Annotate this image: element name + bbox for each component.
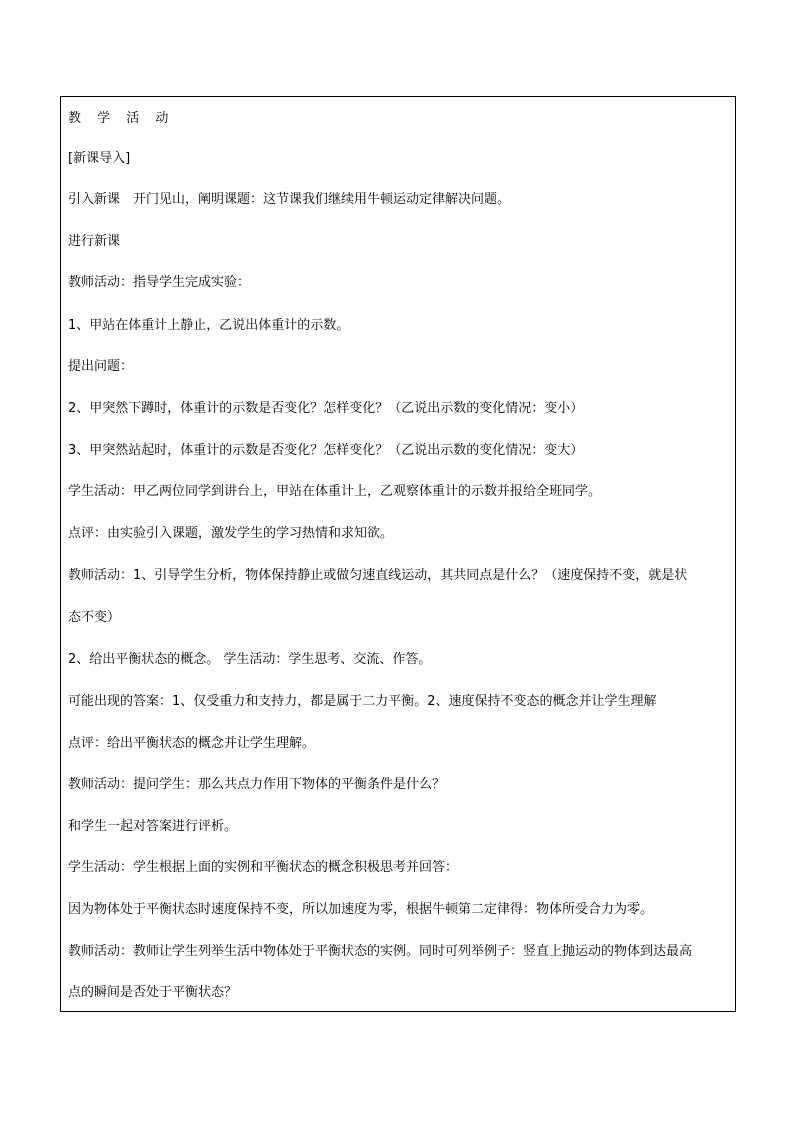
text-line: 教师活动：教师让学生列举生活中物体处于平衡状态的实例。同时可列举例子：竖直上抛运动的物体到达最高 [68,944,693,959]
text-line: 点评：给出平衡状态的概念并让学生理解。 [68,736,316,751]
text-line: 态不变） [68,610,121,625]
text-line: 点的瞬间是否处于平衡状态？ [68,985,238,1000]
text-line: [新课导入] [68,151,131,166]
text-line: 点评：由实验引入课题，激发学生的学习热情和求知欲。 [68,526,394,541]
text-line: 学生活动：学生根据上面的实例和平衡状态的概念积极思考并回答： [68,860,459,875]
text-line: 2、给出平衡状态的概念。 学生活动：学生思考、交流、作答。 [68,652,432,667]
text-line: 1、甲站在体重计上静止，乙说出体重计的示数。 [68,318,350,333]
text-line: 教师活动：1、引导学生分析，物体保持静止或做匀速直线运动，其共同点是什么？（速度保持不变，就是状 [68,568,688,583]
text-line: 进行新课 [68,234,121,249]
text-line: 可能出现的答案：1、仅受重力和支持力，都是属于二力平衡。2、速度保持不变态的概念并让学生理解 [68,694,657,709]
text-line: 和学生一起对答案进行评析。 [68,819,238,834]
text-line: 因为物体处于平衡状态时速度保持不变，所以加速度为零，根据牛顿第二定律得：物体所受合力为零。 [68,902,654,917]
text-line: 教师活动：指导学生完成实验： [68,275,251,290]
text-line: 提出问题： [68,359,134,374]
text-line: 教师活动：提问学生：那么共点力作用下物体的平衡条件是什么？ [68,777,446,792]
text-line: 2、甲突然下蹲时，体重计的示数是否变化？怎样变化？（乙说出示数的变化情况：变小） [68,401,584,416]
text-line: 学生活动：甲乙两位同学到讲台上，甲站在体重计上，乙观察体重计的示数并报给全班同学。 [68,484,602,499]
section-header: 教 学 活 动 [68,111,175,126]
text-line: 引入新课 开门见山，阐明课题：这节课我们继续用牛顿运动定律解决问题。 [68,192,511,207]
lesson-table-cell [60,96,736,1012]
text-line: 3、甲突然站起时，体重计的示数是否变化？怎样变化？（乙说出示数的变化情况：变大） [68,443,584,458]
